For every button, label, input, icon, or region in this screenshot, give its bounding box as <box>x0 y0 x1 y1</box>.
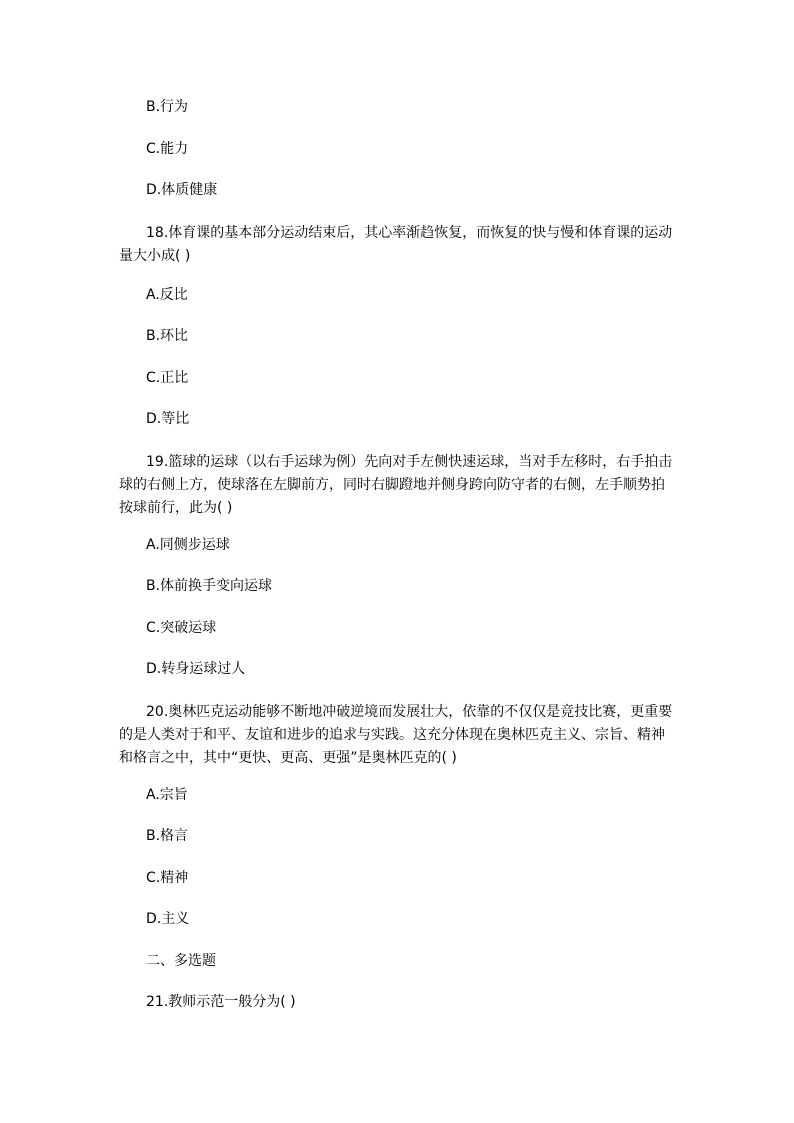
question-18-line: 量大小成( ) <box>119 248 191 264</box>
option-q20-a: A.宗旨 <box>146 787 188 803</box>
option-q20-b: B.格言 <box>146 828 189 844</box>
option-q18-d: D.等比 <box>146 411 190 427</box>
question-18-line: 18.体育课的基本部分运动结束后，其心率渐趋恢复，而恢复的快与慢和体育课的运动 <box>146 225 673 241</box>
question-20-line: 20.奥林匹克运动能够不断地冲破逆境而发展壮大，依靠的不仅仅是竞技比赛，更重要 <box>146 704 673 720</box>
option-q18-a: A.反比 <box>146 287 188 303</box>
option-q19-b: B.体前换手变向运球 <box>146 578 273 594</box>
question-20-line: 和格言之中，其中“更快、更高、更强”是奥林匹克的( ) <box>119 750 457 766</box>
option-q20-d: D.主义 <box>146 911 190 927</box>
option-q17-c: C.能力 <box>146 141 189 157</box>
question-19-line: 球的右侧上方，使球落在左脚前方，同时右脚蹬地并侧身跨向防守者的右侧，左手顺势拍 <box>119 477 665 493</box>
option-q18-c: C.正比 <box>146 370 189 386</box>
option-q17-b: B.行为 <box>146 99 189 115</box>
option-q19-a: A.同侧步运球 <box>146 537 230 553</box>
question-19-line: 按球前行，此为( ) <box>119 500 233 516</box>
option-q17-d: D.体质健康 <box>146 182 218 198</box>
question-20-line: 的是人类对于和平、友谊和进步的追求与实践。这充分体现在奥林匹克主义、宗旨、精神 <box>119 727 665 743</box>
option-q18-b: B.环比 <box>146 328 189 344</box>
option-q19-d: D.转身运球过人 <box>146 661 246 677</box>
option-q20-c: C.精神 <box>146 870 189 886</box>
question-19-line: 19.篮球的运球（以右手运球为例）先向对手左侧快速运球，当对手左移时，右手拍击 <box>146 454 673 470</box>
section-heading: 二、多选题 <box>146 953 216 969</box>
question-21: 21.教师示范一般分为( ) <box>146 994 296 1010</box>
option-q19-c: C.突破运球 <box>146 620 217 636</box>
